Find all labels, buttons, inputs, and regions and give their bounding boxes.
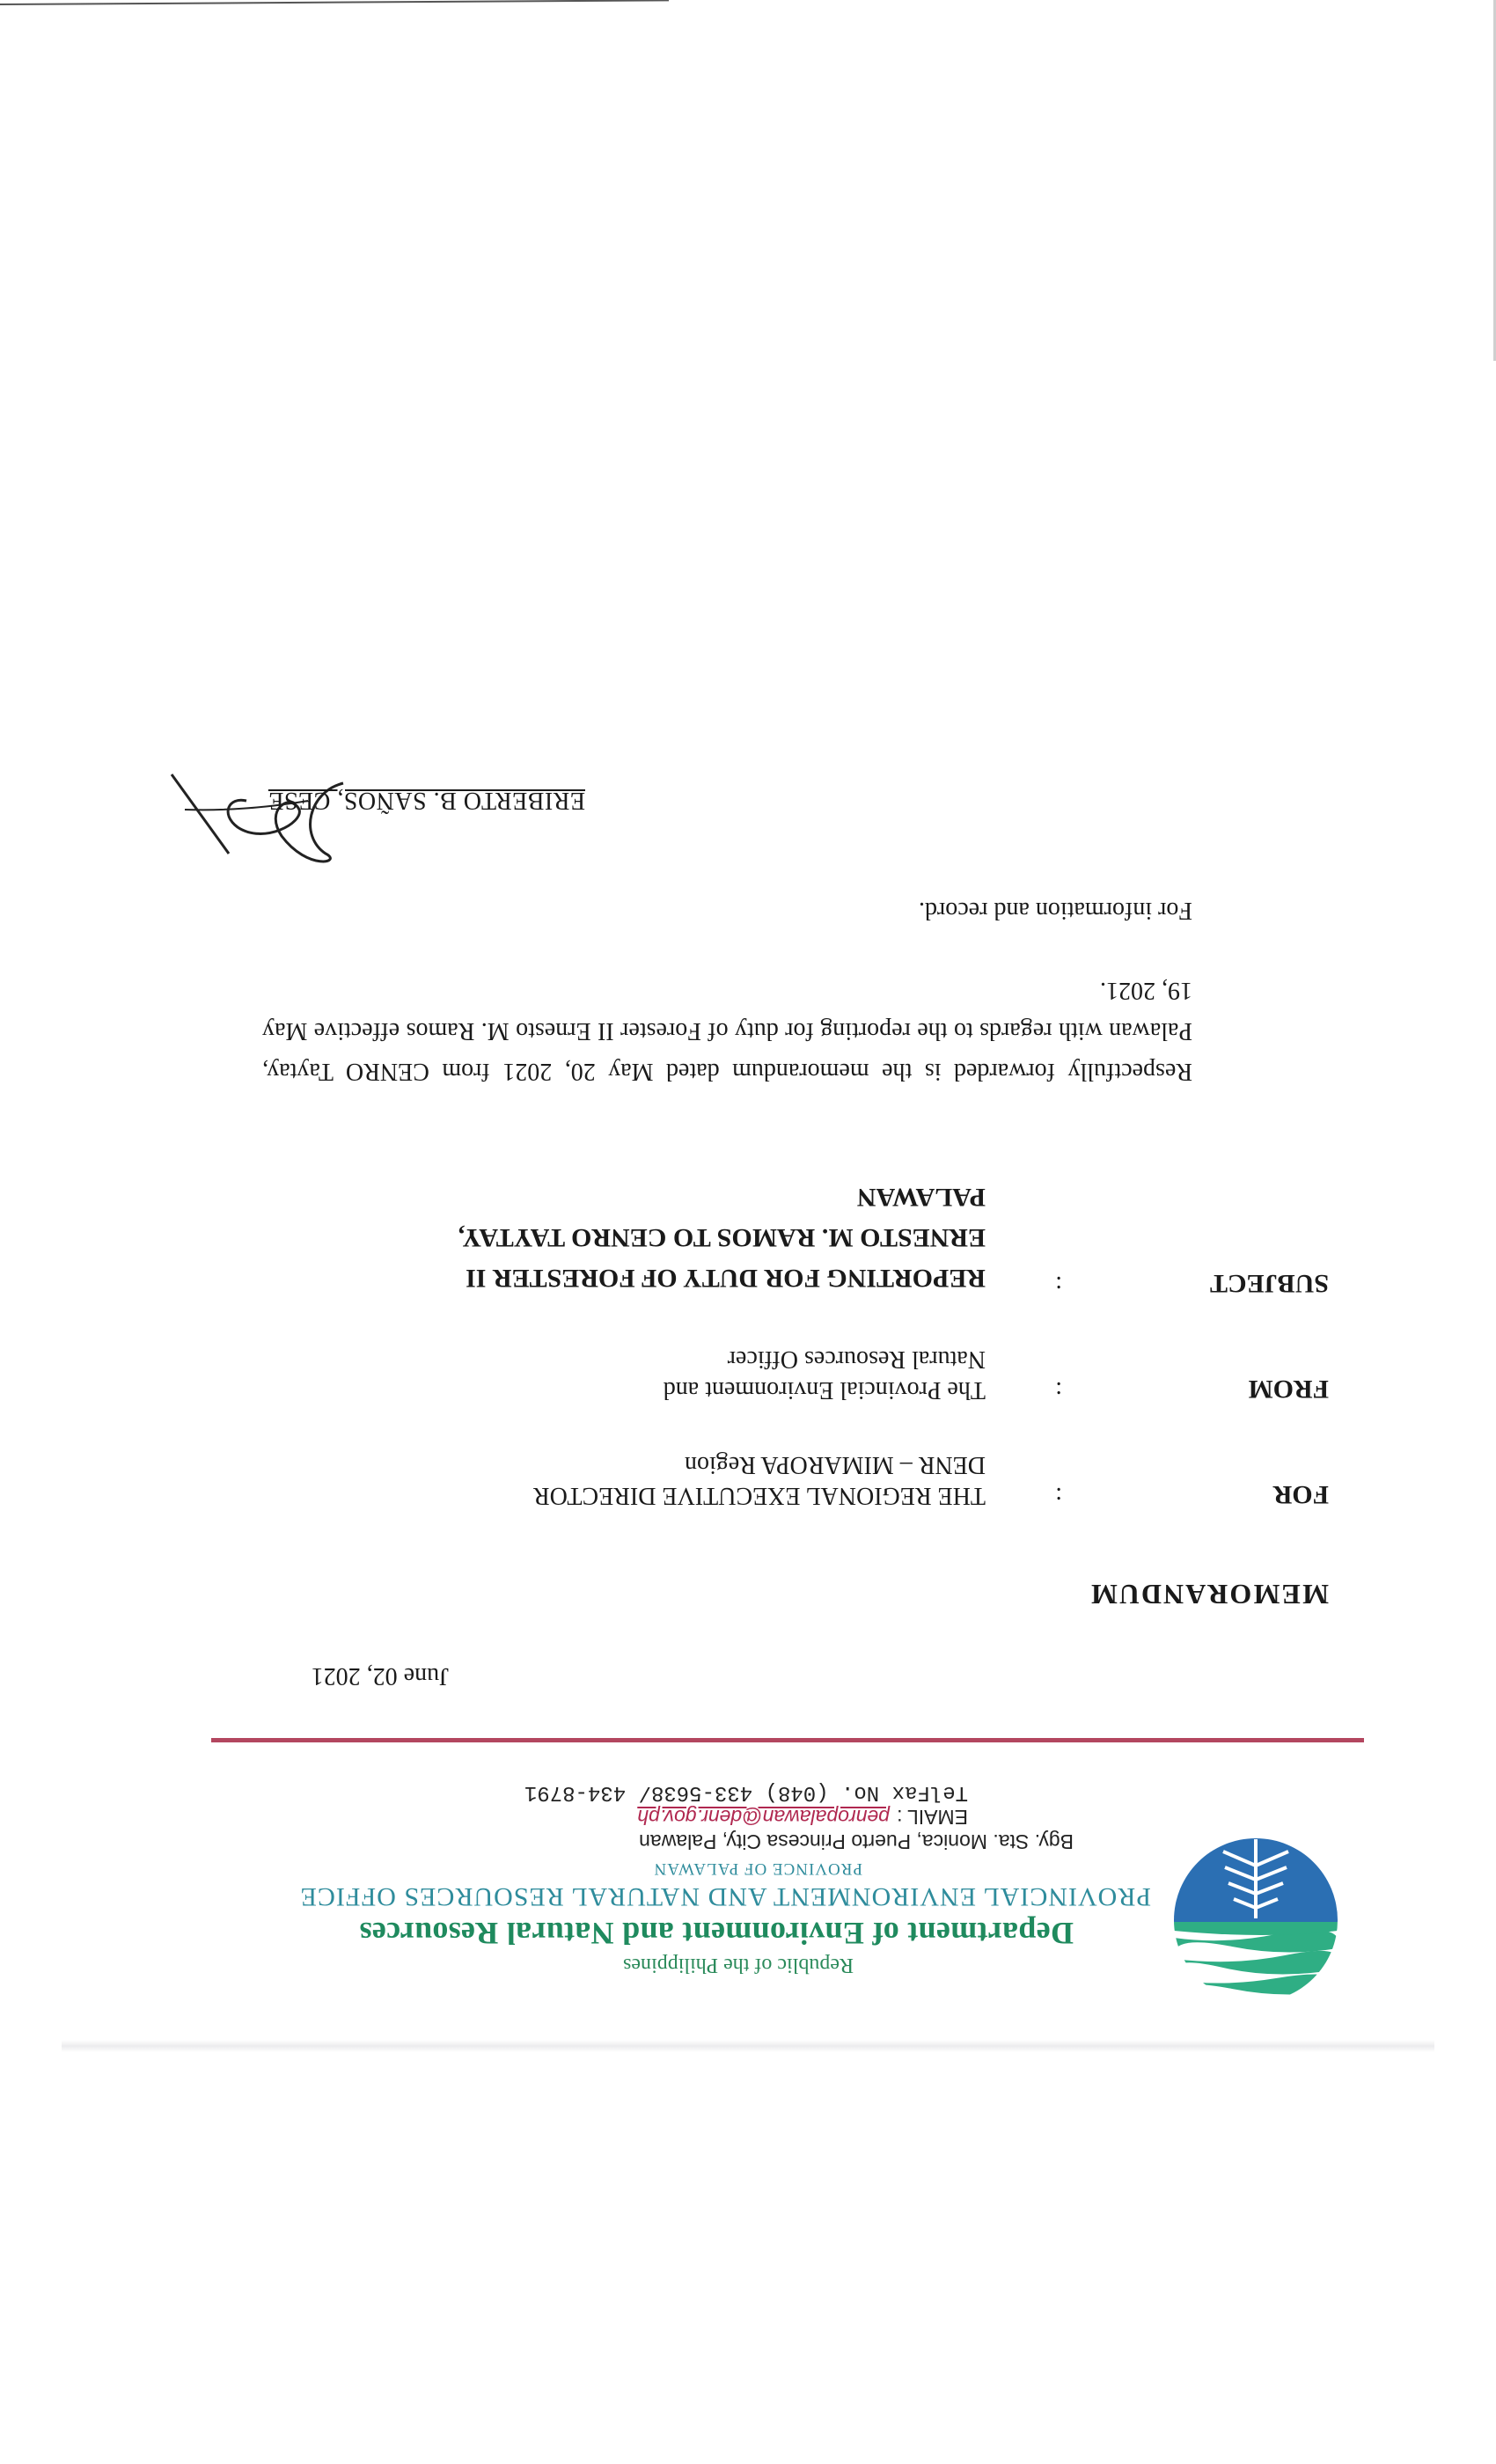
- telfax-number: TelFax No. (048) 433-5638/ 434-8791: [524, 1780, 968, 1804]
- header-divider: [211, 1738, 1364, 1742]
- from-colon: :: [1055, 1376, 1062, 1404]
- republic-label: Republic of the Philippines: [623, 1954, 854, 1976]
- memo-date: June 02, 2021: [311, 1662, 449, 1690]
- office-name: PROVINCIAL ENVIRONMENT AND NATURAL RESOURCES OFFICE: [299, 1882, 1151, 1911]
- memo-title: MEMORANDUM: [1089, 1579, 1329, 1610]
- from-sender-title: Natural Resources Officer: [727, 1346, 986, 1373]
- subject-colon: :: [1055, 1271, 1062, 1298]
- for-recipient: THE REGIONAL EXECUTIVE DIRECTOR: [532, 1482, 986, 1509]
- signature-icon: [150, 757, 361, 889]
- subject-label: SUBJECT: [1209, 1269, 1329, 1298]
- for-label: FOR: [1272, 1480, 1329, 1509]
- memo-closing: For information and record.: [918, 897, 1192, 924]
- for-recipient-office: DENR – MIMAROPA Region: [684, 1451, 986, 1478]
- email-link[interactable]: penropalawan@denr.gov.ph: [637, 1806, 891, 1829]
- subject-text: REPORTING FOR DUTY OF FORESTER II ERNESTO M. RAMOS TO CENRO TAYTAY, PALAWAN: [458, 1183, 986, 1293]
- department-name: Department of Environment and Natural Resources: [359, 1916, 1074, 1951]
- denr-logo-icon: [1174, 1834, 1338, 2006]
- from-label: FROM: [1248, 1375, 1329, 1404]
- office-address: Bgy. Sta. Monica, Puerto Princesa City, Palawan: [639, 1830, 1074, 1853]
- signatory-name: ERIBERTO B. SAÑOS, CESE: [268, 787, 585, 814]
- from-sender: The Provincial Environment and: [663, 1376, 986, 1404]
- province-label: PROVINCE OF PALAWAN: [653, 1859, 862, 1878]
- for-colon: :: [1055, 1482, 1062, 1509]
- email-line: [637, 1805, 968, 1829]
- memo-body: Respectfully forwarded is the memorandum dated May 20, 2021 from CENRO Taytay, Palawan with regards to the reporting for duty of Forester II Ernesto M. Ramos effective May 19, 2021.: [262, 977, 1192, 1085]
- email-label: EMAIL :: [897, 1806, 968, 1829]
